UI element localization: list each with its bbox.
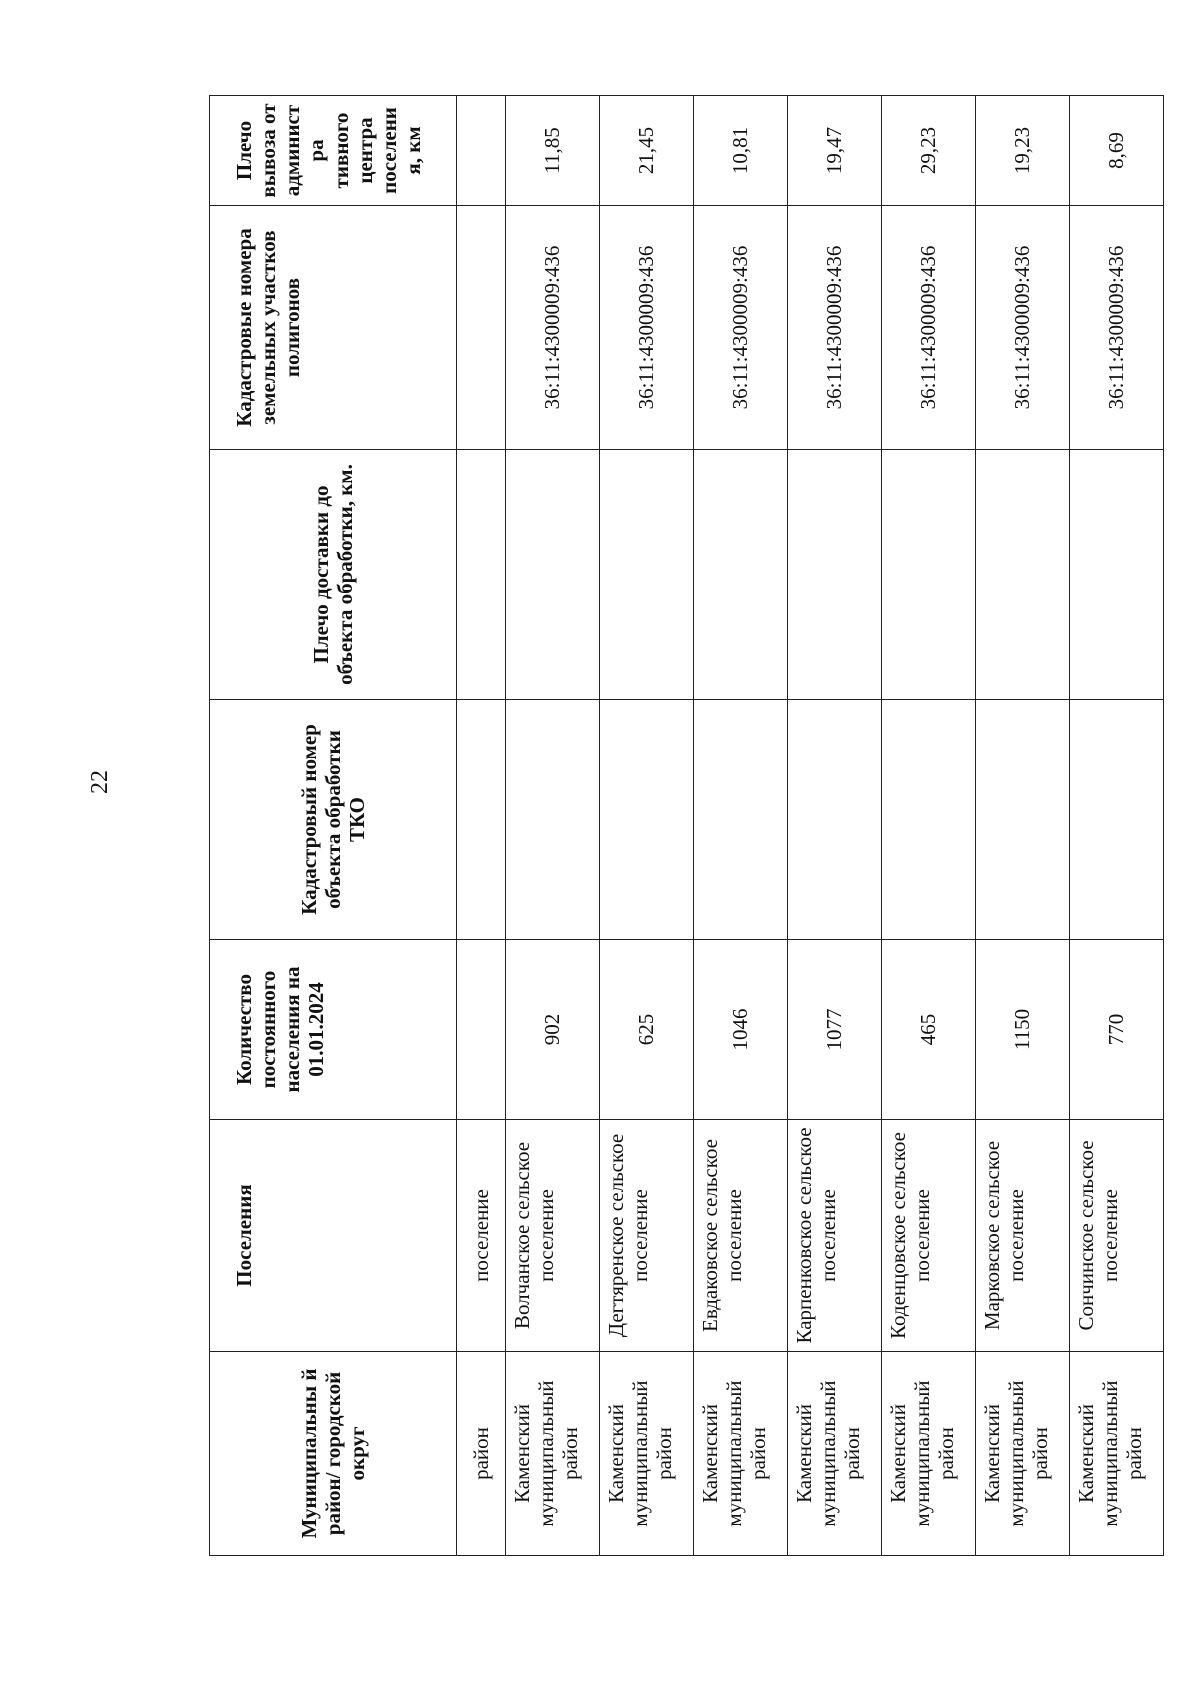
table-cell-settlement: Марковское сельское поселение [976, 1120, 1070, 1352]
table-cell-settlement: Евдаковское сельское поселение [694, 1120, 788, 1352]
table-cell-population: 625 [600, 940, 694, 1120]
header-municipal-district: Муниципальны й район/ городской округ [210, 1352, 457, 1556]
settlements-table [209, 95, 1164, 1556]
table-cell-removal-distance: 11,85 [506, 96, 600, 206]
table-cell-delivery-distance [882, 450, 976, 700]
table-cell-landfill-number: 36:11:4300009:436 [600, 206, 694, 450]
table-row [694, 96, 788, 1556]
table-cell-processing-number [882, 700, 976, 940]
table-cell-processing-number [1070, 700, 1164, 940]
table-cell-district: Каменский муниципальный район [694, 1352, 788, 1556]
table-header-row [210, 96, 457, 1556]
table-cell-removal-distance: 19,47 [788, 96, 882, 206]
table-cell-delivery-distance [506, 450, 600, 700]
table-row [788, 96, 882, 1556]
table-cell [457, 940, 506, 1120]
table-cell-population: 465 [882, 940, 976, 1120]
table-cell-delivery-distance [694, 450, 788, 700]
header-landfill-cadastral-numbers: Кадастровые номера земельных участков полигонов [210, 206, 457, 450]
table-row [976, 96, 1070, 1556]
table-cell [457, 206, 506, 450]
table-cell-population: 902 [506, 940, 600, 1120]
table-cell-processing-number [600, 700, 694, 940]
table-cell-settlement: Карпенковское сельское поселение [788, 1120, 882, 1352]
table-cell-processing-number [506, 700, 600, 940]
table-cell-population: 1046 [694, 940, 788, 1120]
table-cell [457, 450, 506, 700]
table-row [1070, 96, 1164, 1556]
table-row-continuation [457, 96, 506, 1556]
table-cell-removal-distance: 10,81 [694, 96, 788, 206]
table-row [506, 96, 600, 1556]
table-cell-settlement: Сончинское сельское поселение [1070, 1120, 1164, 1352]
table-cell-landfill-number: 36:11:4300009:436 [976, 206, 1070, 450]
table-cell-processing-number [976, 700, 1070, 940]
table-cell-landfill-number: 36:11:4300009:436 [788, 206, 882, 450]
header-processing-cadastral-number: Кадастровый номер объекта обработки ТКО [210, 700, 457, 940]
table-cell-processing-number [788, 700, 882, 940]
header-population: Количество постоянного населения на 01.01.2024 [210, 940, 457, 1120]
header-removal-distance: Плечо вывоза от администра тивного центра поселения, км [210, 96, 457, 206]
table-cell-settlement: Коденцовское сельское поселение [882, 1120, 976, 1352]
table-cell-removal-distance: 19,23 [976, 96, 1070, 206]
table-cell-settlement: Дегтяренское сельское поселение [600, 1120, 694, 1352]
table-cell-district: Каменский муниципальный район [506, 1352, 600, 1556]
rotated-page-content [209, 96, 1164, 1556]
table-cell-population: 1077 [788, 940, 882, 1120]
table-cell-landfill-number: 36:11:4300009:436 [694, 206, 788, 450]
table-cell-population: 770 [1070, 940, 1164, 1120]
table-cell-delivery-distance [788, 450, 882, 700]
table-cell-delivery-distance [976, 450, 1070, 700]
table-cell-processing-number [694, 700, 788, 940]
table-cell-landfill-number: 36:11:4300009:436 [1070, 206, 1164, 450]
table-cell-district: Каменский муниципальный район [882, 1352, 976, 1556]
header-delivery-distance: Плечо доставки до объекта обработки, км. [210, 450, 457, 700]
table-cell [457, 96, 506, 206]
table-cell: район [457, 1352, 506, 1556]
table-cell-district: Каменский муниципальный район [1070, 1352, 1164, 1556]
table-cell [457, 700, 506, 940]
table-row [600, 96, 694, 1556]
table-cell-landfill-number: 36:11:4300009:436 [882, 206, 976, 450]
table-cell-district: Каменский муниципальный район [976, 1352, 1070, 1556]
page-number: 22 [87, 770, 113, 794]
table-cell-delivery-distance [600, 450, 694, 700]
table-cell-district: Каменский муниципальный район [600, 1352, 694, 1556]
table-cell-landfill-number: 36:11:4300009:436 [506, 206, 600, 450]
table-cell: поселение [457, 1120, 506, 1352]
table-cell-delivery-distance [1070, 450, 1164, 700]
table-cell-settlement: Волчанское сельское поселение [506, 1120, 600, 1352]
table-cell-removal-distance: 8,69 [1070, 96, 1164, 206]
table-cell-removal-distance: 29,23 [882, 96, 976, 206]
table-cell-district: Каменский муниципальный район [788, 1352, 882, 1556]
header-settlements: Поселения [210, 1120, 457, 1352]
table-cell-population: 1150 [976, 940, 1070, 1120]
table-cell-removal-distance: 21,45 [600, 96, 694, 206]
table-row [882, 96, 976, 1556]
